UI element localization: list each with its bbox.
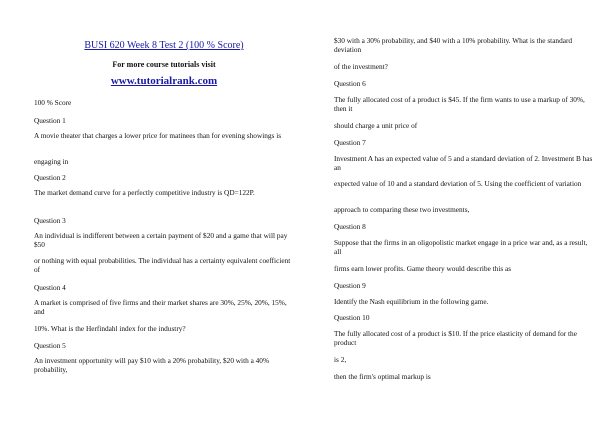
question-5-label: Question 5 [34, 341, 66, 350]
document-title: BUSI 620 Week 8 Test 2 (100 % Score) [84, 40, 244, 51]
question-3-label: Question 3 [34, 216, 66, 225]
question-4-continuation: 10%. What is the Herfindahl index for the industry? [34, 324, 186, 333]
question-10-label: Question 10 [334, 313, 370, 322]
question-9-text: Identify the Nash equilibrium in the following game. [334, 297, 489, 306]
question-6-label: Question 6 [334, 79, 366, 88]
question-10-continuation-2: then the firm's optimal markup is [334, 372, 431, 381]
question-4-text: A market is comprised of five firms and their market shares are 30%, 25%, 20%, 15%, and [34, 298, 287, 317]
question-2-text: The market demand curve for a perfectly competitive industry is QD=122P. [34, 188, 255, 197]
score-text: 100 % Score [34, 98, 72, 107]
question-5-continuation-2: of the investment? [334, 62, 388, 71]
question-7-label: Question 7 [334, 138, 366, 147]
question-5-continuation: $30 with a 30% probability, and $40 with a 10% probability. What is the standard deviation [334, 36, 573, 55]
question-10-continuation: is 2, [334, 355, 347, 364]
question-1-label: Question 1 [34, 116, 66, 125]
question-1-continuation: engaging in [34, 157, 69, 166]
question-5-text: An investment opportunity will pay $10 with a 20% probability, $20 with a 40% probability, [34, 356, 270, 375]
question-4-label: Question 4 [34, 283, 66, 292]
question-8-continuation: firms earn lower profits. Game theory would describe this as [334, 264, 512, 273]
question-1-text: A movie theater that charges a lower price for matinees than for evening showings is [34, 131, 282, 140]
question-7-continuation-2: approach to comparing these two investments, [334, 205, 470, 214]
more-tutorials-text: For more course tutorials visit [112, 60, 216, 69]
question-9-label: Question 9 [334, 281, 366, 290]
question-3-continuation: or nothing with equal probabilities. The individual has a certainty equivalent coefficient of [34, 256, 291, 275]
question-6-text: The fully allocated cost of a product is $45. If the firm wants to use a markup of 30%, then it [334, 95, 585, 114]
question-7-text: Investment A has an expected value of 5 and a standard deviation of 2. Investment B has an [334, 154, 593, 173]
question-6-continuation: should charge a unit price of [334, 121, 418, 130]
question-8-text: Suppose that the firms in an oligopolistic market engage in a price war and, as a result, all [334, 238, 588, 257]
question-2-label: Question 2 [34, 173, 66, 182]
question-8-label: Question 8 [334, 222, 366, 231]
question-10-text: The fully allocated cost of a product is $10. If the price elasticity of demand for the product [334, 329, 577, 348]
question-7-continuation: expected value of 10 and a standard deviation of 5. Using the coefficient of variation [334, 179, 582, 188]
tutorialrank-link[interactable]: www.tutorialrank.com [110, 75, 218, 87]
question-3-text: An individual is indifferent between a certain payment of $20 and a game that will pay $50 [34, 231, 288, 250]
